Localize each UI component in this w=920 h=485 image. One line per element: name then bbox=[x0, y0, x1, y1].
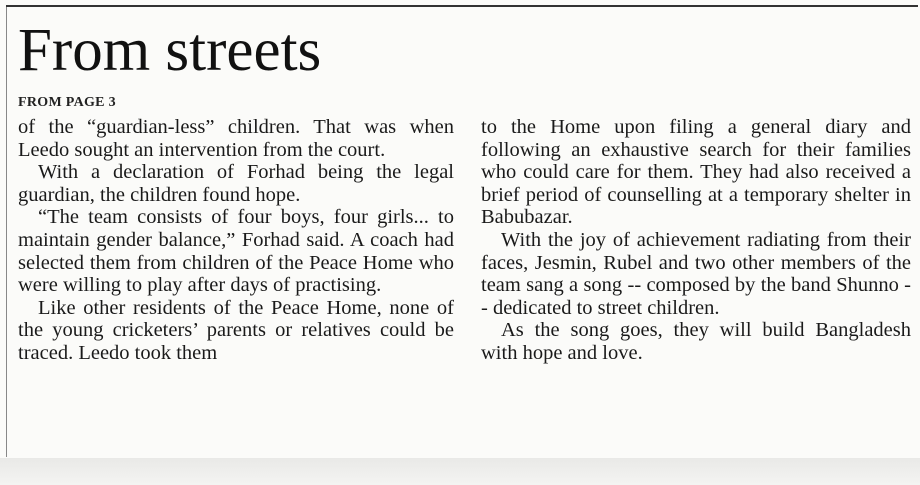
right-column bbox=[481, 116, 911, 365]
paragraph: Like other residents of the Peace Home, none of the young cricketers’ parents or relatives could be traced. Leedo took them bbox=[18, 296, 454, 364]
paragraph: of the “guardian-less” children. That was when Leedo sought an intervention from the court. bbox=[18, 116, 454, 161]
paragraph: With a declaration of Forhad being the legal guardian, the children found hope. bbox=[18, 161, 454, 206]
top-rule bbox=[6, 5, 918, 7]
paragraph: As the song goes, they will build Bangladesh with hope and love. bbox=[481, 319, 911, 364]
page-edge bbox=[0, 458, 920, 485]
left-column bbox=[18, 116, 454, 365]
jump-line: FROM PAGE 3 bbox=[18, 95, 116, 110]
left-rule bbox=[6, 7, 7, 457]
paragraph: to the Home upon filing a general diary and following an exhaustive search for their families who could care for them. They had also received a brief period of counselling at a temporary shelter in Babubazar. bbox=[481, 116, 911, 229]
paragraph: With the joy of achievement radiating from their faces, Jesmin, Rubel and two other members of the team sang a song -- composed by the band Shunno -- dedicated to street children. bbox=[481, 228, 911, 319]
paragraph: “The team consists of four boys, four girls... to maintain gender balance,” Forhad said. A coach had selected them from children of the Peace Home who were willing to play after days of practising. bbox=[18, 206, 454, 297]
headline: From streets bbox=[18, 17, 322, 84]
